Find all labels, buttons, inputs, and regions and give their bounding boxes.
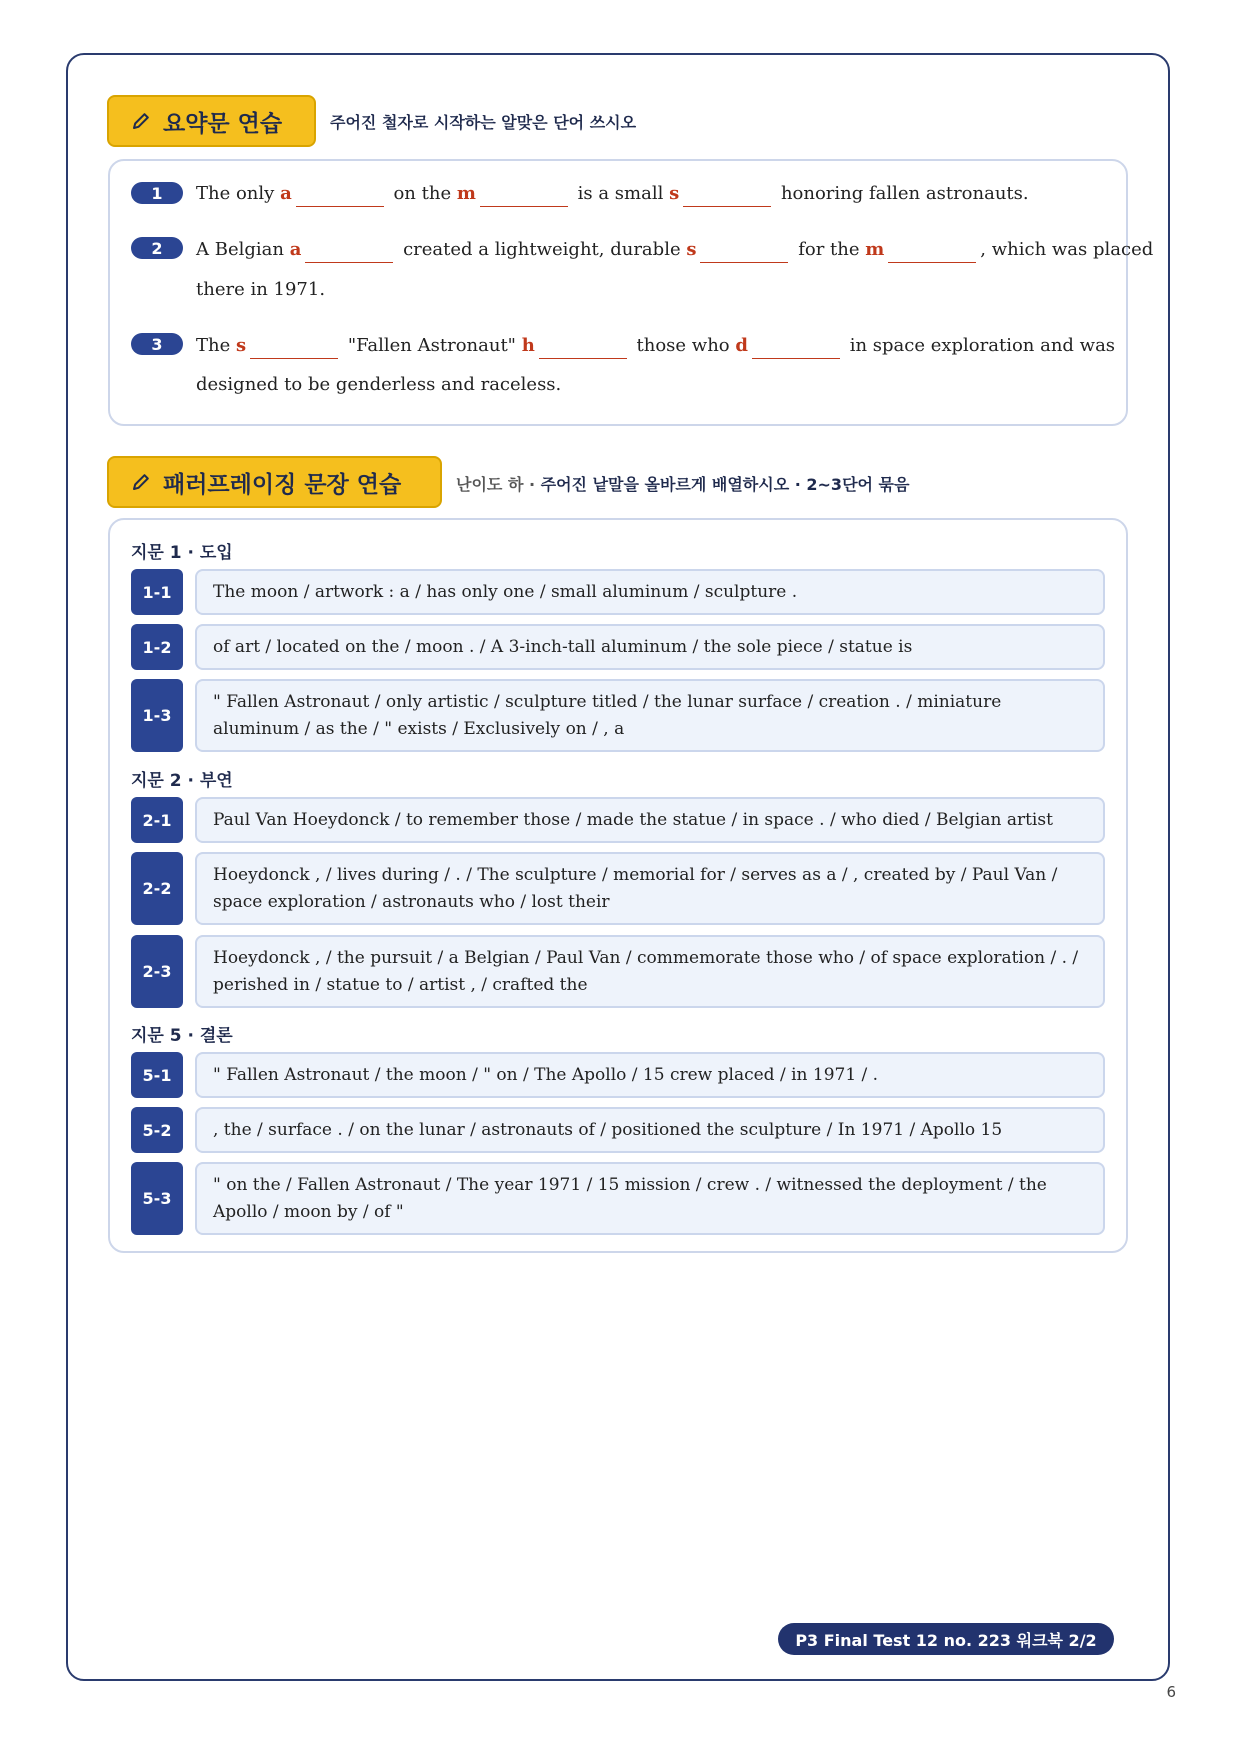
summary-sentence-3: The s "Fallen Astronaut" h those who d in space exploration and was bbox=[196, 335, 1115, 359]
question-number: 2-2 bbox=[131, 852, 183, 925]
page-number: 6 bbox=[1166, 1683, 1176, 1701]
word-chunks-box: , the / surface . / on the lunar / astronauts of / positioned the sculpture / In 1971 / Apollo 15 bbox=[195, 1107, 1105, 1153]
answer-blank[interactable] bbox=[700, 240, 788, 263]
word-chunks-box: " Fallen Astronaut / only artistic / sculpture titled / the lunar surface / creation . / miniature aluminum / as the / " exists / Exclusively on / , a bbox=[195, 679, 1105, 752]
question-number: 5-2 bbox=[131, 1107, 183, 1153]
summary-sentence-3-cont: designed to be genderless and raceless. bbox=[196, 374, 562, 395]
pencil-icon bbox=[131, 472, 151, 492]
word-chunks-box: The moon / artwork : a / has only one / small aluminum / sculpture . bbox=[195, 569, 1105, 615]
answer-blank[interactable] bbox=[250, 336, 338, 359]
question-number: 1-2 bbox=[131, 624, 183, 670]
passage-group-label: 지문 5 · 결론 bbox=[131, 1026, 233, 1046]
answer-blank[interactable] bbox=[888, 240, 976, 263]
summary-item-number: 2 bbox=[131, 237, 183, 259]
word-chunks-box: of art / located on the / moon . / A 3-inch-tall aluminum / the sole piece / statue is bbox=[195, 624, 1105, 670]
answer-blank[interactable] bbox=[683, 184, 771, 207]
summary-item-number: 1 bbox=[131, 182, 183, 204]
word-chunks-box: Hoeydonck , / lives during / . / The sculpture / memorial for / serves as a / , created by / Paul Van / space exploration / astronauts who / lost their bbox=[195, 852, 1105, 925]
question-number: 5-3 bbox=[131, 1162, 183, 1235]
question-number: 2-1 bbox=[131, 797, 183, 843]
word-chunks-box: " on the / Fallen Astronaut / The year 1971 / 15 mission / crew . / witnessed the deployment / the Apollo / moon by / of " bbox=[195, 1162, 1105, 1235]
question-number: 5-1 bbox=[131, 1052, 183, 1098]
word-chunks-box: Paul Van Hoeydonck / to remember those / made the statue / in space . / who died / Belgian artist bbox=[195, 797, 1105, 843]
passage-group-label: 지문 2 · 부연 bbox=[131, 771, 233, 791]
workbook-footer-badge: P3 Final Test 12 no. 223 워크북 2/2 bbox=[778, 1623, 1114, 1655]
summary-sentence-1: The only a on the m is a small s honoring fallen astronauts. bbox=[196, 183, 1029, 207]
question-number: 1-3 bbox=[131, 679, 183, 752]
summary-sentence-2: A Belgian a created a lightweight, durable s for the m , which was placed bbox=[196, 239, 1153, 263]
summary-section-title: 요약문 연습 bbox=[107, 95, 316, 147]
summary-instruction: 주어진 철자로 시작하는 알맞은 단어 쓰시오 bbox=[330, 113, 637, 132]
paraphrase-section-title: 패러프레이징 문장 연습 bbox=[107, 456, 442, 508]
answer-blank[interactable] bbox=[480, 184, 568, 207]
summary-item-number: 3 bbox=[131, 333, 183, 355]
word-chunks-box: " Fallen Astronaut / the moon / " on / The Apollo / 15 crew placed / in 1971 / . bbox=[195, 1052, 1105, 1098]
answer-blank[interactable] bbox=[539, 336, 627, 359]
passage-group-label: 지문 1 · 도입 bbox=[131, 543, 233, 563]
summary-sentence-2-cont: there in 1971. bbox=[196, 279, 326, 300]
paraphrase-instruction: 난이도 하 · 주어진 낱말을 올바르게 배열하시오 · 2~3단어 묶음 bbox=[456, 475, 910, 494]
pencil-icon bbox=[131, 111, 151, 131]
answer-blank[interactable] bbox=[305, 240, 393, 263]
word-chunks-box: Hoeydonck , / the pursuit / a Belgian / Paul Van / commemorate those who / of space exploration / . / perished in / statue to / artist , / crafted the bbox=[195, 935, 1105, 1008]
question-number: 1-1 bbox=[131, 569, 183, 615]
answer-blank[interactable] bbox=[296, 184, 384, 207]
answer-blank[interactable] bbox=[752, 336, 840, 359]
question-number: 2-3 bbox=[131, 935, 183, 1008]
